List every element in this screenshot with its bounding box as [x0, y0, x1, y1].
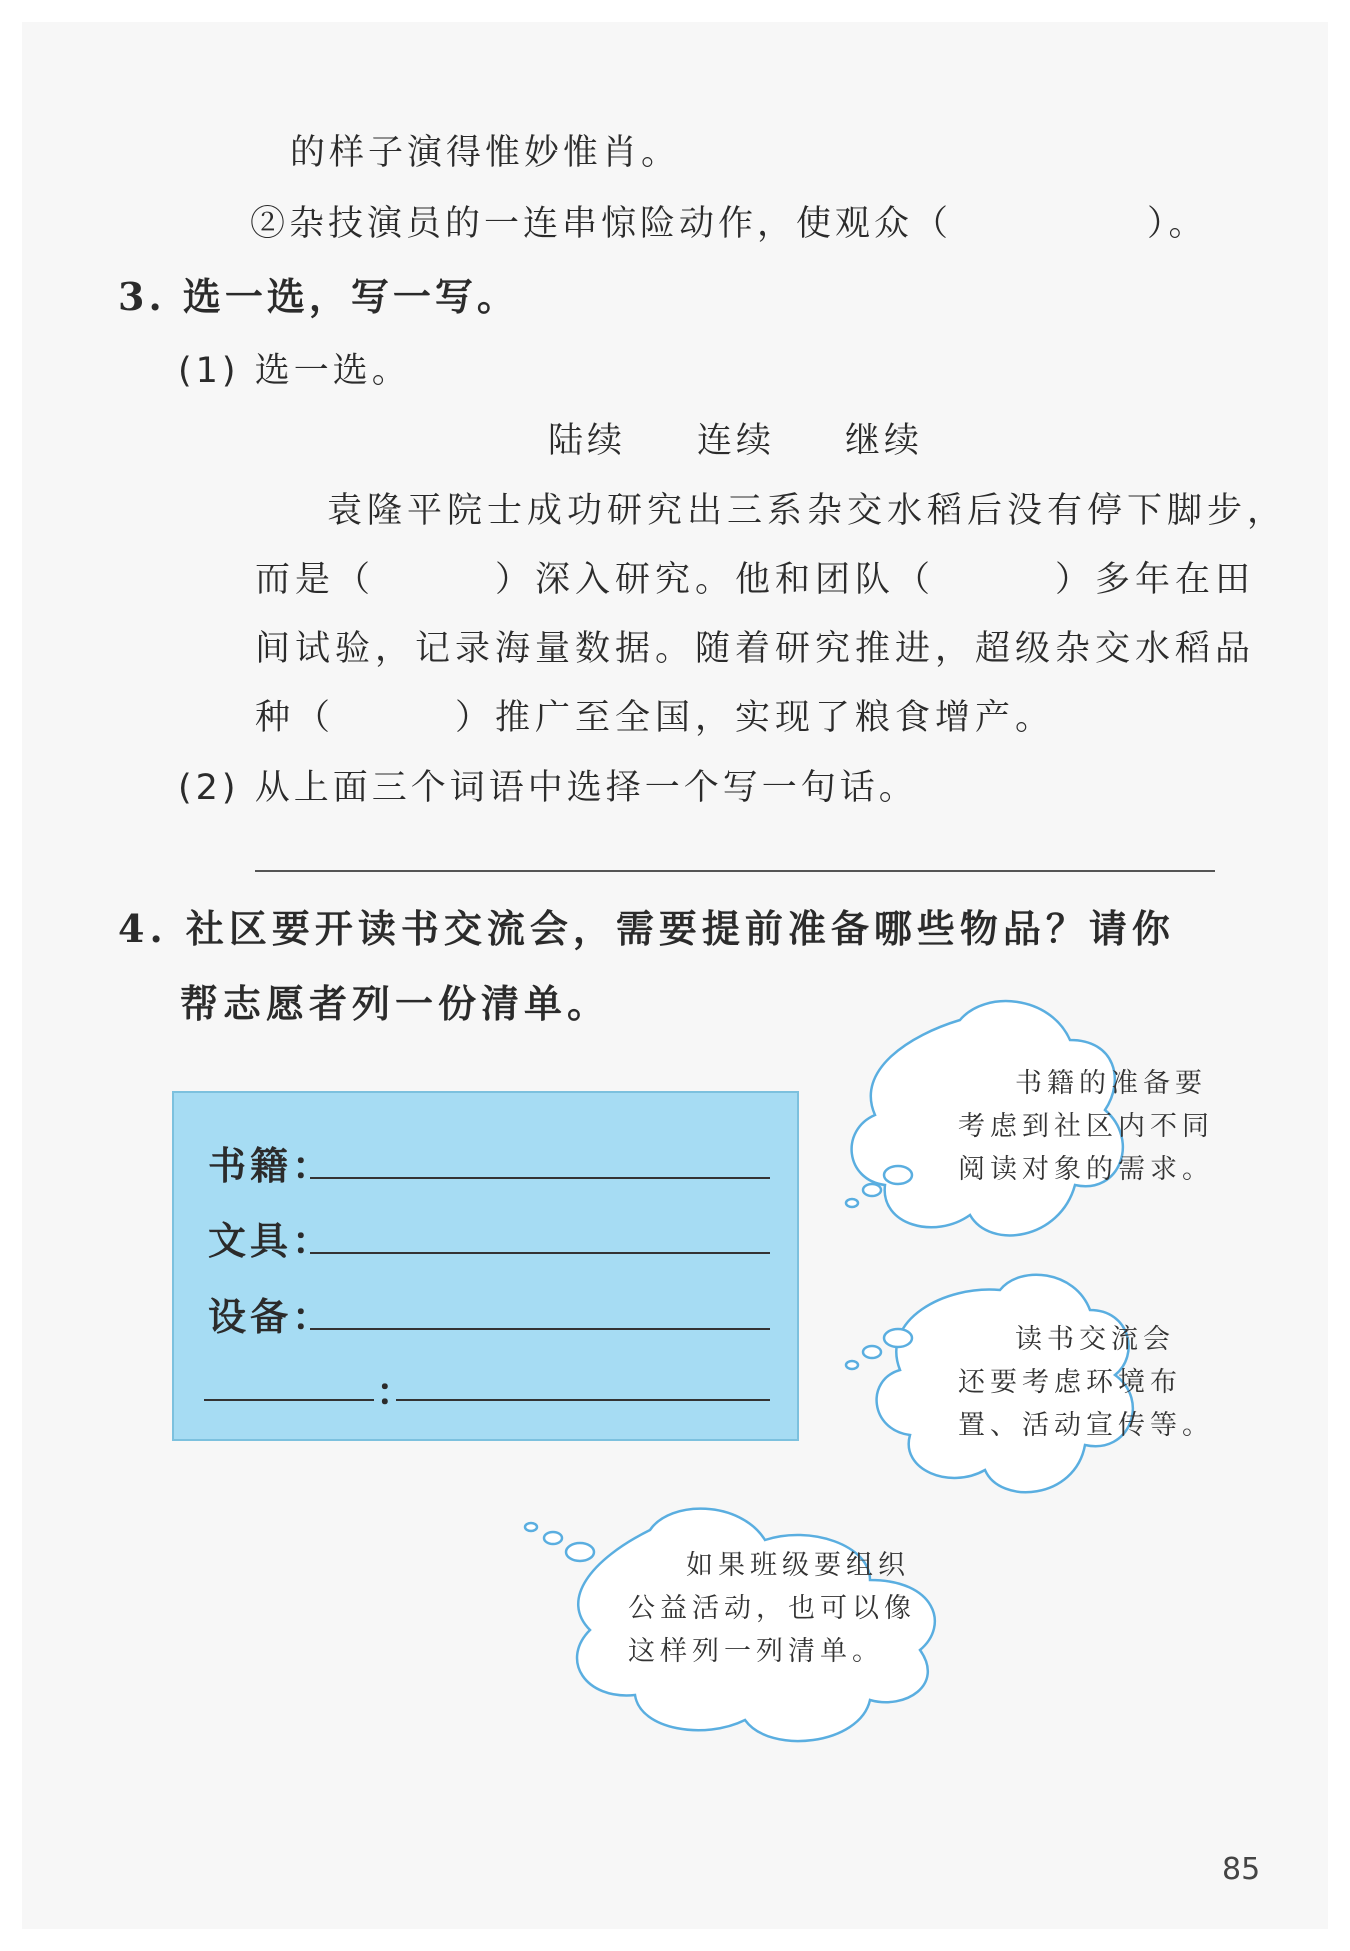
paragraph-line: 袁隆平院士成功研究出三系杂交水稻后没有停下脚步， [327, 491, 1288, 531]
card-label-colon: ： [376, 1369, 419, 1414]
q3-subheading-2: (2) 从上面三个词语中选择一个写一句话。 [178, 768, 918, 808]
card-label-stationery: 文具： [208, 1218, 335, 1263]
paragraph-line: 间试验，记录海量数据。随着研究推进，超级杂交水稻品 [255, 629, 1256, 669]
question-3-title: 3. 选一选，写一写。 [118, 274, 519, 319]
page-number: 85 [1222, 1852, 1261, 1887]
bubble-3-line: 如果班级要组织 [686, 1550, 910, 1581]
paragraph-line: 而是（ ）深入研究。他和团队（ ）多年在田 [255, 560, 1256, 600]
question-4-title-cont: 帮志愿者列一份清单。 [180, 981, 611, 1026]
text-line: ②杂技演员的一连串惊险动作，使观众（ ）。 [250, 204, 1208, 244]
word-option: 陆续 [548, 421, 627, 461]
bubble-2-line: 读书交流会 [1015, 1324, 1175, 1355]
bubble-3-line: 公益活动，也可以像 [628, 1593, 916, 1624]
word-option: 继续 [845, 421, 924, 461]
card-label-books: 书籍： [208, 1143, 335, 1188]
question-4-title: 4. 社区要开读书交流会，需要提前准备哪些物品？请你 [118, 906, 1175, 951]
bubble-2-line: 还要考虑环境布 [958, 1367, 1182, 1398]
card-label-equipment: 设备： [208, 1294, 335, 1339]
text-line: 的样子演得惟妙惟肖。 [290, 133, 681, 173]
bubble-3-line: 这样列一列清单。 [628, 1636, 884, 1667]
bubble-1-line: 书籍的准备要 [1015, 1068, 1207, 1099]
bubble-1-line: 考虑到社区内不同 [958, 1111, 1214, 1142]
bubble-1-line: 阅读对象的需求。 [958, 1154, 1214, 1185]
word-option: 连续 [697, 421, 776, 461]
q3-subheading-1: (1) 选一选。 [178, 351, 411, 391]
bubble-2-line: 置、活动宣传等。 [958, 1410, 1214, 1441]
paragraph-line: 种（ ）推广至全国，实现了粮食增产。 [255, 698, 1056, 738]
